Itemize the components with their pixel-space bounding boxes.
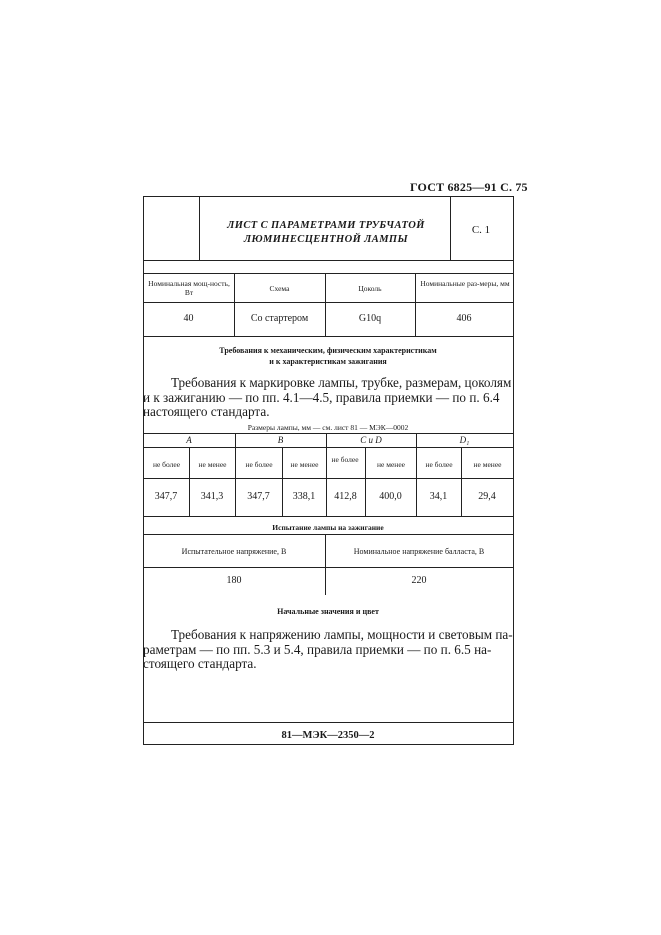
subheader-b-min: не менее [290,460,319,469]
ignition-table-top-border [143,534,514,535]
dimensions-table-column-divider [461,447,462,516]
paragraph-line: настоящего стандарта. [143,404,270,419]
parameters-table-top-border [143,273,514,274]
subheader-cd-max: не более [331,455,359,464]
value-b-max: 347,7 [247,491,270,502]
value-ballast-voltage: 220 [411,575,427,586]
footer-top-border [143,722,514,723]
section-heading-mechanical [143,345,513,367]
dimensions-table-header-divider [143,478,514,479]
subheader-a-min: не менее [198,460,227,469]
value-base: G10q [358,313,382,324]
subheader-a-max: не более [152,460,181,469]
value-cd-min: 400,0 [379,491,402,502]
value-d1-max: 34,1 [429,491,448,502]
parameters-table-column-divider [325,273,326,336]
dimensions-table-column-divider [282,447,283,516]
section-heading-mechanical-line-1: Требования к механическим, физическим характеристикам [219,346,437,355]
value-test-voltage: 180 [226,575,242,586]
dimensions-table-top-border [143,433,514,434]
value-nominal-power: 40 [183,313,194,324]
column-header-ballast-voltage: Номинальное напряжение балласта, В [353,547,485,556]
value-d1-min: 29,4 [478,491,496,502]
dimensions-table-column-divider [326,433,327,516]
document-title [203,219,449,247]
group-header-b: B [277,435,284,445]
section-heading-initial-values: Начальные значения и цвет [277,607,379,616]
parameters-table-column-divider [234,273,235,336]
paragraph-line: раметрам — по пп. 5.3 и 5.4, правила приемки — по п. 6.5 на- [143,641,492,657]
title-block-bottom-border [143,260,514,261]
document-code: 81—МЭК—2350—2 [281,730,375,741]
dimensions-table-column-divider [235,433,236,516]
value-a-min: 341,3 [200,491,224,502]
column-header-nominal-power: Номинальная мощ-ность, Вт [148,279,230,297]
dimensions-table-column-divider [365,447,366,516]
column-header-test-voltage: Испытательное напряжение, В [181,547,287,556]
value-a-max: 347,7 [154,491,178,502]
group-header-a: A [186,435,192,445]
footer-bottom-border [143,744,514,745]
subheader-d1-min: не менее [473,460,502,469]
paragraph-line: и к зажиганию — по пп. 4.1—4.5, правила приемки — по п. 6.4 [143,389,500,405]
dimensions-table-bottom-border [143,516,514,517]
frame-right-border [513,196,514,744]
dimensions-table-column-divider [416,433,417,516]
subheader-cd-min: не менее [377,460,405,469]
dimensions-table-caption: Размеры лампы, мм — см. лист 81 — МЭК—0002 [247,423,409,432]
paragraph-voltage-requirements [143,628,513,672]
column-header-circuit: Схема [269,284,290,293]
paragraph-marking-requirements [143,376,513,420]
value-circuit: Со стартером [250,313,309,324]
value-cd-max: 412,8 [334,491,357,502]
paragraph-line: стоящего стандарта. [143,656,257,671]
ignition-table-caption: Испытание лампы на зажигание [272,523,384,532]
dimensions-table-group-divider [143,447,514,448]
section-heading-mechanical-line-2: и к характеристикам зажигания [269,357,387,366]
column-header-nominal-dimensions: Номинальные раз-меры, мм [420,279,510,288]
group-header-d1: D₁ [459,435,470,445]
title-block-divider-left [199,196,200,260]
ignition-table-header-divider [143,567,514,568]
group-header-c-and-d: C и D [360,435,382,445]
document-title-line-2: ЛЮМИНЕСЦЕНТНОЙ ЛАМПЫ [243,234,409,245]
parameters-table-bottom-border [143,336,514,337]
column-header-base: Цоколь [358,284,382,293]
document-reference: ГОСТ 6825—91 С. 75 [410,180,528,194]
subheader-d1-max: не более [425,460,453,469]
value-nominal-dimensions: 406 [456,313,472,324]
sheet-number: С. 1 [471,224,491,236]
value-b-min: 338,1 [292,491,316,502]
subheader-b-max: не более [245,460,273,469]
parameters-table-column-divider [415,273,416,336]
dimensions-table-column-divider [189,447,190,516]
parameters-table-header-divider [143,302,514,303]
paragraph-line: Требования к напряжению лампы, мощности и световым па- [171,627,513,642]
document-title-line-1: ЛИСТ С ПАРАМЕТРАМИ ТРУБЧАТОЙ [227,220,425,231]
paragraph-line: Требования к маркировке лампы, трубке, размерам, цоколям [171,375,512,390]
